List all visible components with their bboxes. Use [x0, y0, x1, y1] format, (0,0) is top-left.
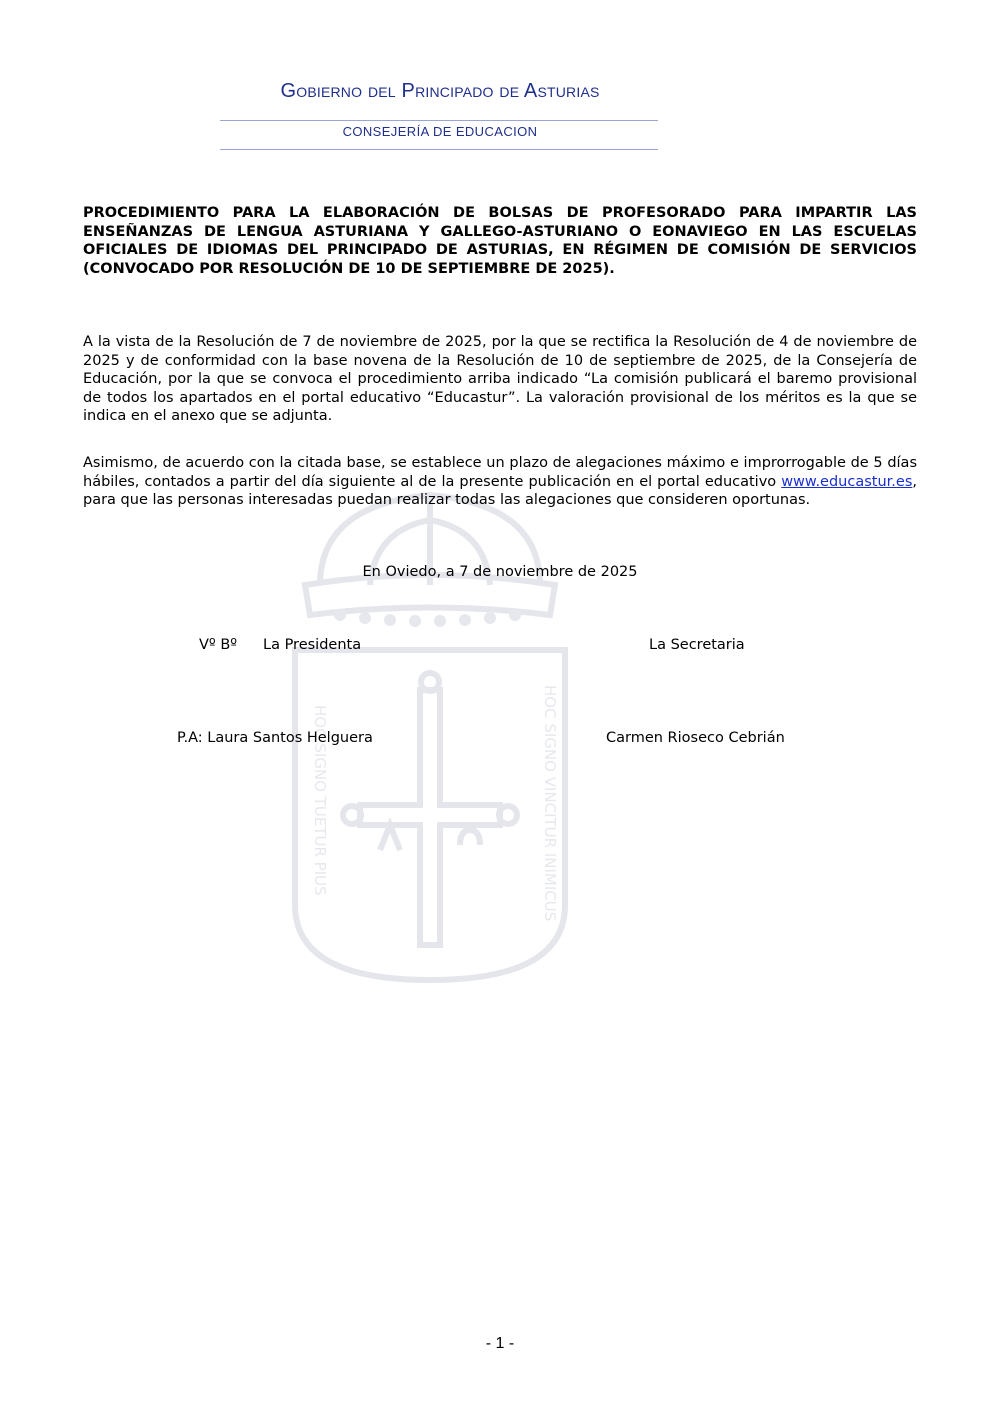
paragraph-resolution: A la vista de la Resolución de 7 de noviembre de 2025, por la que se rectifica la Resolución de 4 de noviembre de 2025 y de conformidad con la base novena de la Resolución de 10 de septiembre de 2025, de la Consejería de Educación, por la que se convoca el procedimiento arriba indicado “La comisión publicará el baremo provisional de todos los apartados en el portal educativo “Educastur”. La valoración provisional de los méritos es la que se indica en el anexo que se adjunta.: [83, 334, 917, 424]
watermark-left-motto: HOC SIGNO TUETUR PIUS: [311, 705, 329, 896]
cross-icon: [360, 690, 500, 945]
president-name: P.A: Laura Santos Helguera: [177, 730, 373, 746]
paragraph-allegations: [83, 454, 917, 510]
place-date: En Oviedo, a 7 de noviembre de 2025: [362, 564, 638, 580]
paragraph-allegations-end: , para que las personas interesadas puedan realizar todas las alegaciones que consideren oportunas.: [83, 473, 917, 508]
educastur-link[interactable]: www.educastur.es: [781, 473, 913, 490]
page-number: - 1 -: [485, 1335, 515, 1352]
document-title: PROCEDIMIENTO PARA LA ELABORACIÓN DE BOLSAS DE PROFESORADO PARA IMPARTIR LAS ENSEÑANZAS DE LENGUA ASTURIANA Y GALLEGO-ASTURIANO O EONAVIEGO EN LAS ESCUELAS OFICIALES DE IDIOMAS DEL PRINCIPADO DE ASTURIAS, EN RÉGIMEN DE COMISIÓN DE SERVICIOS (CONVOCADO POR RESOLUCIÓN DE 10 DE SEPTIEMBRE DE 2025).: [83, 205, 917, 277]
secretary-role: La Secretaria: [649, 637, 745, 653]
secretary-name: Carmen Rioseco Cebrián: [606, 730, 785, 746]
watermark-right-motto: HOC SIGNO VINCITUR INIMICUS: [541, 685, 559, 922]
government-title: Gobierno del Principado de Asturias: [280, 80, 600, 102]
visto-bueno: Vº Bº: [199, 637, 238, 653]
paragraph-allegations-start: Asimismo, de acuerdo con la citada base, se establece un plazo de alegaciones máximo e improrrogable de 5 días hábiles, contados a partir del día siguiente al de la presente publicación en el portal educativo: [83, 455, 917, 490]
shield-outline-icon: [295, 650, 565, 980]
department-title: CONSEJERÍA DE EDUCACION: [342, 124, 538, 139]
header-rule-bottom: [220, 149, 658, 150]
header-rule-top: [220, 120, 658, 121]
president-role: La Presidenta: [263, 637, 362, 653]
